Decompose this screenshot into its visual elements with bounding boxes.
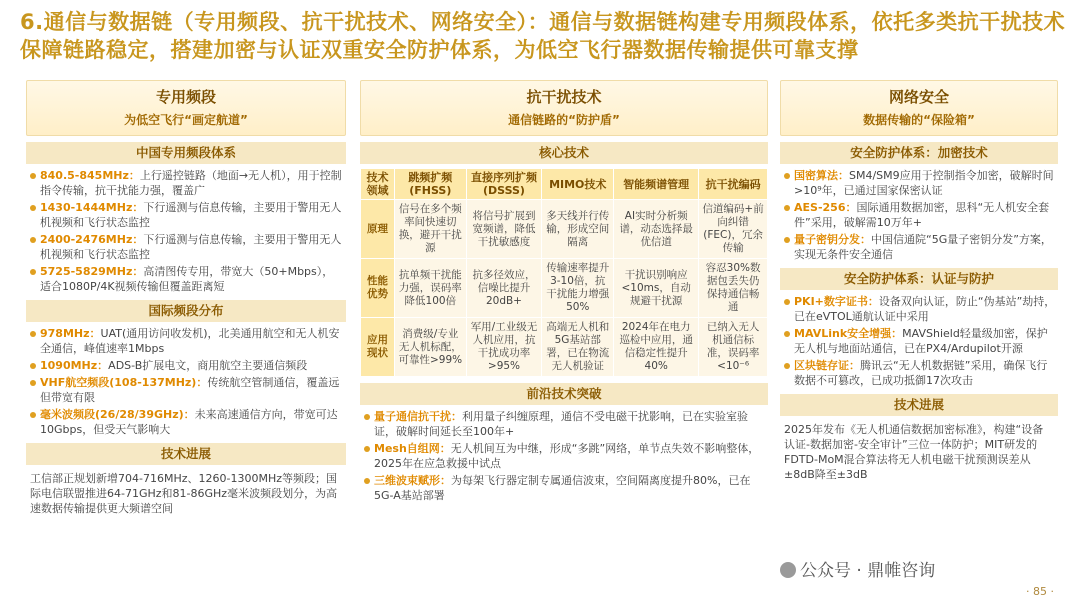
column-header: 直接序列扩频(DSSS) <box>466 169 542 200</box>
card-subtitle: 通信链路的“防护盾” <box>508 113 620 127</box>
item-text: 传统航空管制通信，覆盖远但带宽有限 <box>40 376 340 404</box>
table-cell: 信道编码+前向纠错(FEC)，冗余传输 <box>699 200 768 259</box>
item-key: VHF航空频段(108-137MHz)： <box>40 376 208 389</box>
item-text: 高清图传专用，带宽大（50+Mbps），适合1080P/4K视频传输但覆盖距离短 <box>40 265 334 293</box>
item-text: MAVShield轻量级加密，保护无人机与地面站通信，已在PX4/Ardupilot开源 <box>794 327 1048 355</box>
item-key: MAVLink安全增强： <box>794 327 903 340</box>
table-cell: 2024年在电力巡检中应用，通信稳定性提升40% <box>614 318 699 377</box>
card-header <box>360 80 768 136</box>
row-header: 原理 <box>361 200 395 259</box>
table-cell: 抗多径效应，信噪比提升20dB+ <box>466 259 542 318</box>
tech-table <box>360 168 768 377</box>
item-key: PKI+数字证书： <box>794 295 879 308</box>
item-key: 2400-2476MHz： <box>40 233 144 246</box>
table-cell: 传输速率提升3-10倍，抗干扰能力增强50% <box>542 259 614 318</box>
bullet-list <box>780 290 1058 388</box>
table-row <box>361 200 768 259</box>
list-item <box>362 441 766 471</box>
column-anti-jamming <box>360 80 768 505</box>
card-title: 网络安全 <box>888 88 949 106</box>
page-title: 6.通信与数据链（专用频段、抗干扰技术、网络安全）：通信与数据链构建专用频段体系，依托多类抗干扰技术保障链路稳定，搭建加密与认证双重安全防护体系，为低空飞行器数据传输提供可靠支撑 <box>20 10 1066 62</box>
list-item <box>28 326 344 356</box>
list-item <box>782 326 1056 356</box>
column-network-security <box>780 80 1058 482</box>
item-text: ADS-B扩展电文，商用航空主要通信频段 <box>108 359 308 372</box>
list-item <box>28 168 344 198</box>
bullet-list <box>780 164 1058 262</box>
list-item <box>782 168 1056 198</box>
page-number: · 85 · <box>1026 585 1054 598</box>
item-text: 利用量子纠缠原理，通信不受电磁干扰影响，已在实验室验证，破解时间延长至100年+ <box>374 410 748 438</box>
column-header: 抗干扰编码 <box>699 169 768 200</box>
section-bar: 核心技术 <box>360 142 768 164</box>
list-item <box>28 200 344 230</box>
item-key: 三维波束赋形： <box>374 474 451 487</box>
item-text: 腾讯云“无人机数据链”采用，确保飞行数据不可篡改，已成功抵御17次攻击 <box>794 359 1048 387</box>
list-item <box>28 232 344 262</box>
list-item <box>28 264 344 294</box>
list-item <box>362 473 766 503</box>
table-cell: 多天线并行传输，形成空间隔离 <box>542 200 614 259</box>
card-title: 抗干扰技术 <box>526 88 602 106</box>
bullet-list <box>26 164 346 294</box>
watermark <box>780 556 935 581</box>
list-item <box>782 200 1056 230</box>
column-header: 智能频谱管理 <box>614 169 699 200</box>
item-text: 下行遥测与信息传输，主要用于警用无人机视频和飞行状态监控 <box>40 233 342 261</box>
item-text: UAT(通用访问收发机)，北美通用航空和无人机安全通信，峰值速率1Mbps <box>40 327 340 355</box>
section-bar: 技术进展 <box>26 443 346 465</box>
item-key: 1090MHz： <box>40 359 109 372</box>
section-bar: 技术进展 <box>780 394 1058 416</box>
table-cell: 信号在多个频率间快速切换，避开干扰源 <box>395 200 467 259</box>
item-key: Mesh自组网： <box>374 442 451 455</box>
item-key: 国密算法： <box>794 169 849 182</box>
item-key: 量子密钥分发： <box>794 233 871 246</box>
item-key: AES-256： <box>794 201 857 214</box>
item-text: 设备双向认证，防止“伪基站”劫持，已在eVTOL通航认证中采用 <box>794 295 1056 323</box>
section-bar: 国际频段分布 <box>26 300 346 322</box>
list-item <box>782 358 1056 388</box>
item-text: 中国信通院“5G量子密钥分发”方案，实现无条件安全通信 <box>794 233 1052 261</box>
card-subtitle: 数据传输的“保险箱” <box>863 113 975 127</box>
section-bar: 前沿技术突破 <box>360 383 768 405</box>
table-cell: 容忍30%数据包丢失仍保持通信畅通 <box>699 259 768 318</box>
table-cell: 高端无人机和5G基站部署，已在物流无人机验证 <box>542 318 614 377</box>
item-text: 无人机间互为中继，形成“多跳”网络，单节点失效不影响整体，2025年在应急救援中试点 <box>374 442 760 470</box>
item-key: 5725-5829MHz： <box>40 265 144 278</box>
column-header: 技术领域 <box>361 169 395 200</box>
table-cell: 干扰识别响应<10ms，自动规避干扰源 <box>614 259 699 318</box>
table-row <box>361 318 768 377</box>
table-header-row <box>361 169 768 200</box>
card-title: 专用频段 <box>155 88 216 106</box>
table-row <box>361 259 768 318</box>
wechat-icon <box>780 562 796 578</box>
row-header: 应用现状 <box>361 318 395 377</box>
list-item <box>28 358 344 373</box>
item-text: 为每架飞行器定制专属通信波束，空间隔离度提升80%，已在5G-A基站部署 <box>374 474 751 502</box>
column-header: MIMO技术 <box>542 169 614 200</box>
section-bar: 安全防护体系：加密技术 <box>780 142 1058 164</box>
bullet-list <box>360 405 768 503</box>
item-text: 未来高速通信方向，带宽可达10Gbps，但受天气影响大 <box>40 408 338 436</box>
progress-text: 工信部正规划新增704-716MHz、1260-1300MHz等频段；国际电信联盟推进64-71GHz和81-86GHz毫米波频段划分，为高速数据传输提供更大频谱空间 <box>30 472 338 515</box>
item-key: 1430-1444MHz： <box>40 201 144 214</box>
column-header: 跳频扩频(FHSS) <box>395 169 467 200</box>
card-header <box>26 80 346 136</box>
table-cell: AI实时分析频谱，动态选择最优信道 <box>614 200 699 259</box>
item-key: 区块链存证： <box>794 359 860 372</box>
list-item <box>28 375 344 405</box>
table-cell: 已纳入无人机通信标准，误码率<10⁻⁶ <box>699 318 768 377</box>
section-bar: 安全防护体系：认证与防护 <box>780 268 1058 290</box>
item-text: 下行遥测与信息传输，主要用于警用无人机视频和飞行状态监控 <box>40 201 342 229</box>
item-key: 840.5-845MHz： <box>40 169 140 182</box>
item-key: 978MHz： <box>40 327 101 340</box>
item-key: 量子通信抗干扰： <box>374 410 462 423</box>
row-header: 性能优势 <box>361 259 395 318</box>
list-item <box>782 232 1056 262</box>
card-subtitle: 为低空飞行“画定航道” <box>124 113 248 127</box>
list-item <box>362 409 766 439</box>
item-text: SM4/SM9应用于控制指令加密，破解时间>10⁹年，已通过国家保密认证 <box>794 169 1054 197</box>
item-text: 上行遥控链路（地面→无人机），用于控制指令传输，抗干扰能力强，覆盖广 <box>40 169 342 197</box>
table-cell: 抗单频干扰能力强，误码率降低100倍 <box>395 259 467 318</box>
watermark-text: 公众号 · 鼎帷咨询 <box>800 561 936 581</box>
table-cell: 将信号扩展到宽频谱，降低干扰敏感度 <box>466 200 542 259</box>
bullet-list <box>26 322 346 437</box>
table-cell: 消费级/专业无人机标配，可靠性>99% <box>395 318 467 377</box>
list-item <box>782 294 1056 324</box>
table-cell: 军用/工业级无人机应用，抗干扰成功率>95% <box>466 318 542 377</box>
section-bar: 中国专用频段体系 <box>26 142 346 164</box>
item-text: 国际通用数据加密，思科“无人机安全套件”采用，破解需10万年+ <box>794 201 1050 229</box>
card-header <box>780 80 1058 136</box>
item-key: 毫米波频段(26/28/39GHz)： <box>40 408 195 421</box>
list-item <box>28 407 344 437</box>
column-dedicated-bands <box>26 80 346 516</box>
progress-text: 2025年发布《无人机通信数据加密标准》，构建“设备认证-数据加密-安全审计”三位一体防护；MIT研发的FDTD-MoM混合算法将无人机电磁干扰预测误差从±8dB降至±3dB <box>784 423 1044 481</box>
